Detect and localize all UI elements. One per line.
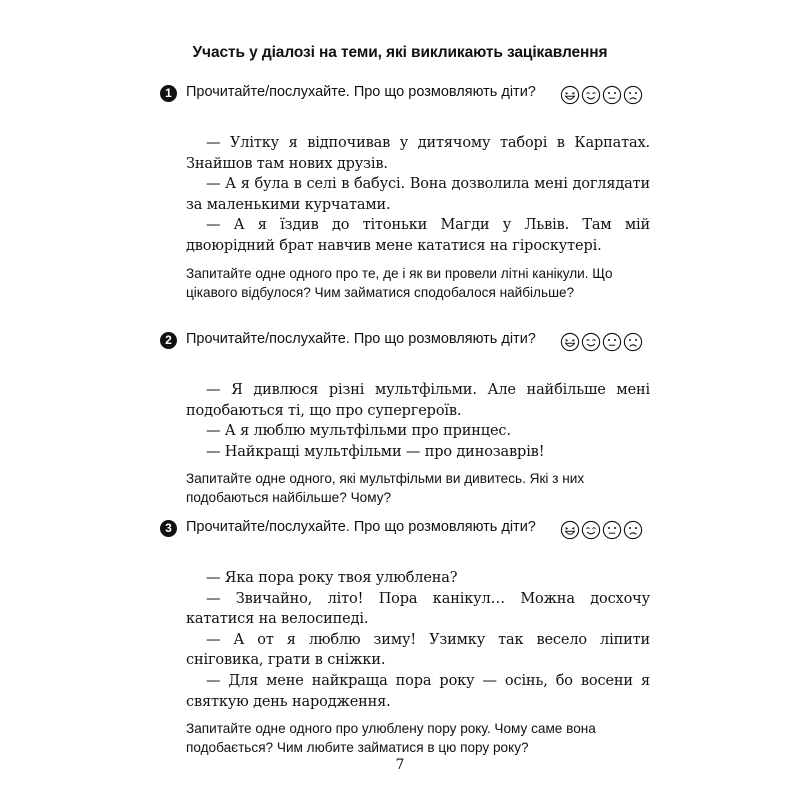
mood-icons	[560, 85, 643, 105]
task-header	[160, 518, 650, 562]
task-number-badge: 3	[160, 520, 177, 537]
dialogue-line: — Для мене найкраща пора року — осінь, бо восени я святкую день народження.	[186, 672, 650, 710]
sad-face-icon[interactable]	[623, 85, 643, 105]
smiling-face-icon[interactable]	[581, 85, 601, 105]
neutral-face-icon[interactable]	[602, 332, 622, 352]
dialogue-line: — А от я люблю зиму! Узимку так весело ліпити сніговика, грати в сніжки.	[186, 631, 650, 669]
task-question: Запитайте одне одного про те, де і як ви провели літні канікули. Що цікавого відбулося? Чим займатися сподобалося найбільше?	[186, 265, 613, 300]
task-number-badge: 2	[160, 332, 177, 349]
sad-face-icon[interactable]	[623, 332, 643, 352]
task-question: Запитайте одне одного, які мультфільми ви дивитесь. Які з них подобаються найбільше? Чому?	[186, 471, 585, 506]
smiling-face-icon[interactable]	[581, 332, 601, 352]
dialogue-line: — Яка пора року твоя улюблена?	[206, 570, 458, 586]
laughing-face-icon[interactable]	[560, 332, 580, 352]
dialogue-line: — А я їздив до тітоньки Магди у Львів. Там мій двоюрідний брат навчив мене кататися на гіроскутері.	[186, 217, 650, 254]
neutral-face-icon[interactable]	[602, 520, 622, 540]
page-title: Участь у діалозі на теми, які викликають зацікавлення	[192, 44, 608, 61]
task-number-badge: 1	[160, 85, 177, 102]
task-instruction: Прочитайте/послухайте. Про що розмовляють діти?	[186, 331, 536, 347]
laughing-face-icon[interactable]	[560, 520, 580, 540]
task-header	[160, 330, 650, 374]
task-question: Запитайте одне одного про улюблену пору року. Чому саме вона подобається? Чим любите займатися в цю пору року?	[186, 721, 596, 756]
mood-icons	[560, 520, 643, 540]
dialogue-line: — Улітку я відпочивав у дитячому таборі в Карпатах. Знайшов там нових друзів.	[186, 135, 650, 172]
dialogue-line: — А я люблю мультфільми про принцес.	[206, 423, 511, 440]
task-header	[160, 83, 650, 127]
dialogue-text	[186, 380, 650, 462]
smiling-face-icon[interactable]	[581, 520, 601, 540]
laughing-face-icon[interactable]	[560, 85, 580, 105]
dialogue-text	[186, 568, 650, 712]
dialogue-line: — Я дивлюся різні мультфільми. Але найбільше мені подобаються ті, що про супергероїв.	[186, 382, 650, 419]
dialogue-line: — Найкращі мультфільми — про динозаврів!	[206, 443, 545, 460]
task-3	[160, 518, 650, 757]
neutral-face-icon[interactable]	[602, 85, 622, 105]
dialogue-line: — Звичайно, літо! Пора канікул… Можна досхочу кататися на велосипеді.	[186, 590, 650, 628]
sad-face-icon[interactable]	[623, 520, 643, 540]
task-instruction: Прочитайте/послухайте. Про що розмовляють діти?	[186, 519, 536, 535]
page-number: 7	[395, 757, 405, 773]
dialogue-text	[186, 133, 650, 257]
mood-icons	[560, 332, 643, 352]
task-1	[160, 83, 650, 302]
dialogue-line: — А я була в селі в бабусі. Вона дозволила мені доглядати за маленькими курчатами.	[186, 176, 650, 213]
task-instruction: Прочитайте/послухайте. Про що розмовляють діти?	[186, 84, 536, 100]
task-2	[160, 330, 650, 507]
